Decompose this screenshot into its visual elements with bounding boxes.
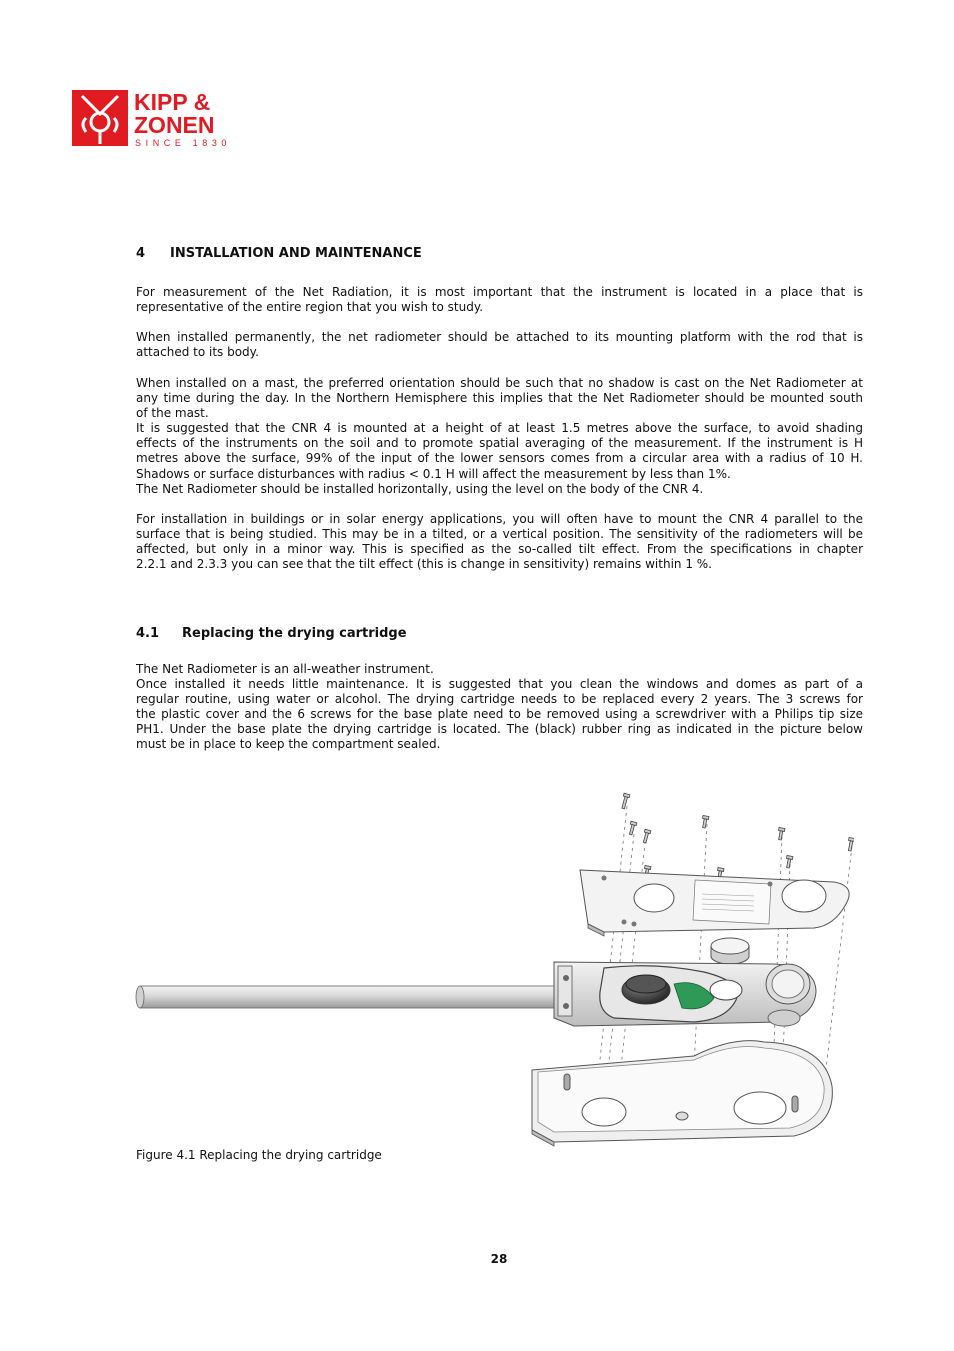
paragraph-5 [136, 662, 863, 753]
text-line: the plastic cover and the 6 screws for the base plate need to be removed using a screwdriver with a Philips tip size [136, 707, 863, 722]
text-line: affected, but only in a minor way. This is specified as the so-called tilt effect. From the specifications in chapter [136, 542, 863, 557]
text-line: It is suggested that the CNR 4 is mounted at a height of at least 1.5 metres above the surface, to avoid shading [136, 421, 863, 436]
text-line: For measurement of the Net Radiation, it is most important that the instrument is located in a place that is [136, 285, 863, 299]
kipp-zonen-logo [72, 88, 262, 150]
text-line: effects of the instruments on the soil and to promote spatial averaging of the measurement. If the instrument is H [136, 436, 863, 451]
text-line: any time during the day. In the Northern Hemisphere this implies that the Net Radiometer should be mounted south [136, 391, 863, 406]
subsection-title: Replacing the drying cartridge [182, 626, 407, 641]
paragraph-3 [136, 376, 863, 497]
logo-line2: ZONEN [134, 112, 215, 138]
section-title: INSTALLATION AND MAINTENANCE [170, 246, 422, 261]
plastic-cover [532, 1041, 832, 1146]
paragraph-4 [136, 512, 863, 572]
text-line: representative of the entire region that you wish to study. [136, 300, 484, 315]
paragraph-2 [136, 330, 863, 360]
page-number: 28 [490, 1252, 508, 1266]
text-line: 2.2.1 and 2.3.3 you can see that the tilt effect (this is change in sensitivity) remains within 1 %. [136, 557, 712, 572]
mounting-rod [136, 986, 580, 1008]
text-line: PH1. Under the base plate the drying cartridge is located. The (black) rubber ring as indicated in the picture below [136, 722, 863, 737]
text-line: surface that is being studied. This may be in a tilted, or a vertical position. The sensitivity of the radiometers will be [136, 527, 863, 542]
figure-caption: Figure 4.1 Replacing the drying cartridge [136, 1148, 382, 1162]
text-line: For installation in buildings or in solar energy applications, you will often have to mount the CNR 4 parallel to the [136, 512, 863, 526]
subsection-number: 4.1 [136, 626, 160, 641]
text-line: of the mast. [136, 406, 209, 421]
text-line: Once installed it needs little maintenance. It is suggested that you clean the windows and domes as part of a [136, 677, 863, 692]
screws [620, 793, 854, 879]
subsection-heading [136, 626, 407, 641]
section-number: 4 [136, 246, 146, 261]
text-line: Shadows or surface disturbances with radius < 0.1 H will affect the measurement by less than 1%. [136, 466, 731, 481]
text-line: The Net Radiometer should be installed horizontally, using the level on the body of the CNR 4. [136, 481, 704, 496]
text-line: metres above the surface, 99% of the input of the lower sensors comes from a circular area with a radius of 10 H. [136, 451, 863, 466]
text-line: regular routine, using water or alcohol. The drying cartridge needs to be replaced every 2 years. The 3 screws for [136, 692, 863, 707]
text-line: The Net Radiometer is an all-weather instrument. [136, 662, 434, 676]
paragraph-1 [136, 285, 863, 315]
text-line: must be in place to keep the compartment sealed. [136, 737, 441, 752]
text-line: When installed on a mast, the preferred orientation should be such that no shadow is cast on the Net Radiometer at [136, 376, 863, 390]
text-line: attached to its body. [136, 345, 259, 360]
logo-tagline: SINCE 1830 [135, 138, 232, 148]
logo-line1: KIPP & [134, 89, 211, 115]
instrument-body [554, 962, 816, 1026]
drying-cartridge [711, 938, 749, 964]
base-plate [580, 870, 849, 936]
section-heading [136, 246, 422, 261]
exploded-view-illustration [134, 786, 854, 1148]
text-line: When installed permanently, the net radiometer should be attached to its mounting platform with the rod that is [136, 330, 863, 344]
